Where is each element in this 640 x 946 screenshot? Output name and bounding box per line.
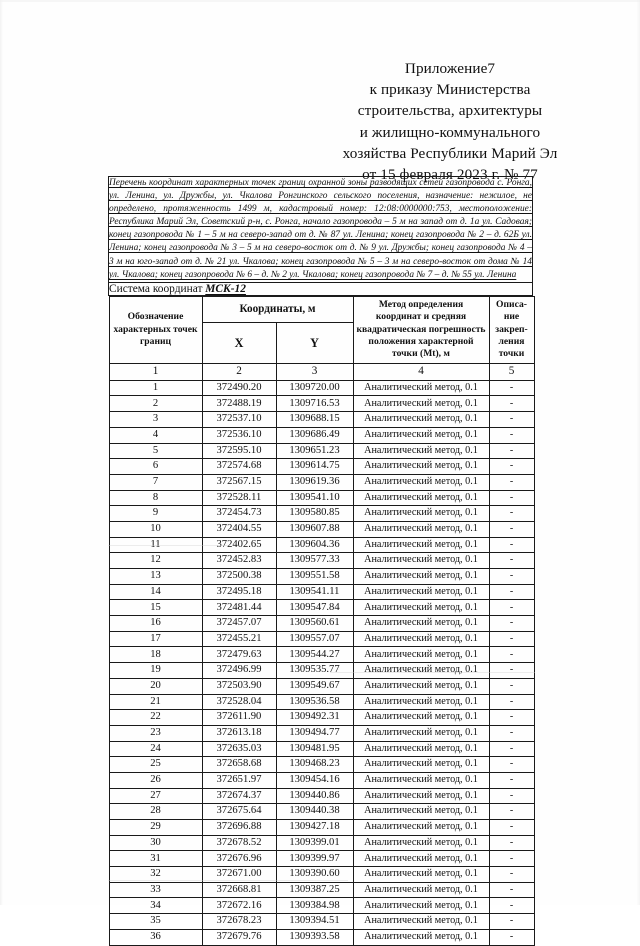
cell-y: 1309492.31 (276, 710, 353, 726)
cell-x: 372528.04 (202, 694, 276, 710)
cell-method: Аналитический метод, 0.1 (353, 553, 489, 569)
column-number-2: 2 (202, 363, 276, 380)
cell-x: 372595.10 (202, 443, 276, 459)
table-row (109, 725, 534, 741)
cell-x: 372454.73 (202, 506, 276, 522)
cell-x: 372536.10 (202, 427, 276, 443)
cell-y: 1309716.53 (276, 396, 353, 412)
cell-description: - (489, 396, 534, 412)
cell-y: 1309454.16 (276, 772, 353, 788)
cell-x: 372500.38 (202, 569, 276, 585)
cell-description: - (489, 725, 534, 741)
cell-description: - (489, 804, 534, 820)
cell-method: Аналитический метод, 0.1 (353, 867, 489, 883)
cell-description: - (489, 914, 534, 930)
cell-y: 1309580.85 (276, 506, 353, 522)
cell-y: 1309468.23 (276, 757, 353, 773)
cell-point-number: 2 (109, 396, 202, 412)
cell-description: - (489, 427, 534, 443)
cell-y: 1309688.15 (276, 412, 353, 428)
cell-x: 372455.21 (202, 631, 276, 647)
cell-description: - (489, 490, 534, 506)
cell-description: - (489, 616, 534, 632)
table-row (109, 804, 534, 820)
grid-header (109, 296, 534, 363)
cell-point-number: 32 (109, 867, 202, 883)
cell-method: Аналитический метод, 0.1 (353, 820, 489, 836)
cell-y: 1309686.49 (276, 427, 353, 443)
cell-y: 1309541.11 (276, 584, 353, 600)
cell-method: Аналитический метод, 0.1 (353, 443, 489, 459)
cell-point-number: 18 (109, 647, 202, 663)
cell-method: Аналитический метод, 0.1 (353, 710, 489, 726)
cell-y: 1309544.27 (276, 647, 353, 663)
cell-y: 1309399.01 (276, 835, 353, 851)
cell-y: 1309387.25 (276, 882, 353, 898)
scan-edge-right (636, 0, 640, 905)
cell-method: Аналитический метод, 0.1 (353, 569, 489, 585)
heading-line-5: хозяйства Республики Марий Эл (342, 144, 558, 162)
table-row (109, 521, 534, 537)
scan-edge-left (0, 0, 3, 905)
table-row (109, 757, 534, 773)
cell-method: Аналитический метод, 0.1 (353, 694, 489, 710)
cell-description: - (489, 584, 534, 600)
cell-x: 372567.15 (202, 474, 276, 490)
table-row (109, 678, 534, 694)
cell-point-number: 15 (109, 600, 202, 616)
column-number-1: 1 (109, 363, 202, 380)
table-row (109, 631, 534, 647)
cell-method: Аналитический метод, 0.1 (353, 537, 489, 553)
cell-x: 372635.03 (202, 741, 276, 757)
table-row (109, 772, 534, 788)
cell-point-number: 33 (109, 882, 202, 898)
cell-y: 1309604.36 (276, 537, 353, 553)
table-row (109, 412, 534, 428)
table-row (109, 835, 534, 851)
coordinates-grid (109, 296, 535, 946)
cell-x: 372452.83 (202, 553, 276, 569)
cell-point-number: 11 (109, 537, 202, 553)
cell-method: Аналитический метод, 0.1 (353, 616, 489, 632)
heading-line-6: от 15 февраля 2023 г. № 77 (362, 166, 538, 184)
cell-method: Аналитический метод, 0.1 (353, 521, 489, 537)
table-row (109, 710, 534, 726)
table-row (109, 569, 534, 585)
table-row (109, 584, 534, 600)
cell-y: 1309551.58 (276, 569, 353, 585)
header-y: Y (276, 322, 353, 363)
cell-point-number: 13 (109, 569, 202, 585)
cell-y: 1309619.36 (276, 474, 353, 490)
header-row-1 (109, 296, 534, 322)
cell-method: Аналитический метод, 0.1 (353, 678, 489, 694)
cell-x: 372574.68 (202, 459, 276, 475)
cell-y: 1309607.88 (276, 521, 353, 537)
cell-x: 372611.90 (202, 710, 276, 726)
cell-description: - (489, 631, 534, 647)
cell-description: - (489, 459, 534, 475)
table-row (109, 929, 534, 945)
cell-point-number: 24 (109, 741, 202, 757)
scan-edge-top (0, 0, 640, 2)
header-description: Описа- ние закреп- ления точки (489, 296, 534, 363)
cell-point-number: 16 (109, 616, 202, 632)
document-heading (300, 58, 600, 185)
cell-method: Аналитический метод, 0.1 (353, 647, 489, 663)
cell-description: - (489, 537, 534, 553)
grid-body (109, 363, 534, 945)
table-row (109, 882, 534, 898)
cell-x: 372503.90 (202, 678, 276, 694)
cell-description: - (489, 851, 534, 867)
cell-description: - (489, 600, 534, 616)
cell-y: 1309440.38 (276, 804, 353, 820)
cell-method: Аналитический метод, 0.1 (353, 725, 489, 741)
cell-method: Аналитический метод, 0.1 (353, 757, 489, 773)
cell-x: 372678.52 (202, 835, 276, 851)
cell-y: 1309614.75 (276, 459, 353, 475)
cell-x: 372479.63 (202, 647, 276, 663)
cell-y: 1309535.77 (276, 663, 353, 679)
cell-point-number: 8 (109, 490, 202, 506)
column-number-5: 5 (489, 363, 534, 380)
coordinates-document-table (108, 176, 533, 946)
cell-point-number: 4 (109, 427, 202, 443)
table-row (109, 867, 534, 883)
cell-description: - (489, 694, 534, 710)
cell-x: 372658.68 (202, 757, 276, 773)
cell-point-number: 6 (109, 459, 202, 475)
cell-method: Аналитический метод, 0.1 (353, 506, 489, 522)
heading-line-3: строительства, архитектуры (357, 102, 543, 120)
coordinate-system-label: Система координат (109, 282, 203, 295)
cell-x: 372528.11 (202, 490, 276, 506)
cell-x: 372481.44 (202, 600, 276, 616)
cell-description: - (489, 788, 534, 804)
column-number-3: 3 (276, 363, 353, 380)
table-row (109, 537, 534, 553)
cell-y: 1309481.95 (276, 741, 353, 757)
cell-point-number: 10 (109, 521, 202, 537)
cell-description: - (489, 443, 534, 459)
heading-line-4: и жилищно-коммунального (359, 123, 541, 141)
cell-point-number: 31 (109, 851, 202, 867)
cell-description: - (489, 710, 534, 726)
table-row (109, 788, 534, 804)
cell-method: Аналитический метод, 0.1 (353, 412, 489, 428)
cell-x: 372495.18 (202, 584, 276, 600)
table-row (109, 474, 534, 490)
cell-description: - (489, 882, 534, 898)
cell-description: - (489, 867, 534, 883)
heading-line-2: к приказу Министерства (369, 81, 531, 99)
cell-y: 1309399.97 (276, 851, 353, 867)
cell-point-number: 7 (109, 474, 202, 490)
table-row (109, 663, 534, 679)
cell-point-number: 26 (109, 772, 202, 788)
cell-description: - (489, 820, 534, 836)
cell-method: Аналитический метод, 0.1 (353, 474, 489, 490)
cell-point-number: 34 (109, 898, 202, 914)
cell-method: Аналитический метод, 0.1 (353, 929, 489, 945)
table-row (109, 616, 534, 632)
table-row (109, 553, 534, 569)
cell-method: Аналитический метод, 0.1 (353, 427, 489, 443)
cell-x: 372402.65 (202, 537, 276, 553)
cell-y: 1309390.60 (276, 867, 353, 883)
cell-x: 372488.19 (202, 396, 276, 412)
cell-x: 372672.16 (202, 898, 276, 914)
cell-description: - (489, 757, 534, 773)
table-row (109, 427, 534, 443)
table-row (109, 820, 534, 836)
cell-y: 1309393.58 (276, 929, 353, 945)
cell-point-number: 21 (109, 694, 202, 710)
cell-point-number: 25 (109, 757, 202, 773)
cell-point-number: 17 (109, 631, 202, 647)
cell-method: Аналитический метод, 0.1 (353, 804, 489, 820)
cell-x: 372537.10 (202, 412, 276, 428)
cell-description: - (489, 741, 534, 757)
cell-point-number: 22 (109, 710, 202, 726)
cell-description: - (489, 898, 534, 914)
cell-description: - (489, 835, 534, 851)
cell-y: 1309427.18 (276, 820, 353, 836)
cell-description: - (489, 474, 534, 490)
table-row (109, 600, 534, 616)
cell-point-number: 9 (109, 506, 202, 522)
cell-method: Аналитический метод, 0.1 (353, 490, 489, 506)
coordinate-system-value: МСК-12 (205, 282, 246, 295)
cell-point-number: 5 (109, 443, 202, 459)
cell-x: 372679.76 (202, 929, 276, 945)
table-row (109, 380, 534, 396)
cell-x: 372674.37 (202, 788, 276, 804)
table-row (109, 490, 534, 506)
cell-x: 372675.64 (202, 804, 276, 820)
cell-x: 372651.97 (202, 772, 276, 788)
cell-y: 1309547.84 (276, 600, 353, 616)
cell-description: - (489, 663, 534, 679)
header-x: X (202, 322, 276, 363)
cell-x: 372668.81 (202, 882, 276, 898)
cell-point-number: 19 (109, 663, 202, 679)
cell-point-number: 28 (109, 804, 202, 820)
cell-description: - (489, 647, 534, 663)
intro-cell (109, 177, 533, 283)
column-number-4: 4 (353, 363, 489, 380)
cell-point-number: 12 (109, 553, 202, 569)
cell-method: Аналитический метод, 0.1 (353, 835, 489, 851)
cell-point-number: 27 (109, 788, 202, 804)
table-row (109, 647, 534, 663)
cell-method: Аналитический метод, 0.1 (353, 882, 489, 898)
cell-method: Аналитический метод, 0.1 (353, 631, 489, 647)
coordinate-system-row (109, 282, 533, 295)
cell-x: 372496.99 (202, 663, 276, 679)
cell-method: Аналитический метод, 0.1 (353, 914, 489, 930)
cell-method: Аналитический метод, 0.1 (353, 380, 489, 396)
cell-x: 372404.55 (202, 521, 276, 537)
table-row (109, 459, 534, 475)
cell-description: - (489, 506, 534, 522)
table-row (109, 443, 534, 459)
cell-y: 1309549.67 (276, 678, 353, 694)
cell-point-number: 29 (109, 820, 202, 836)
cell-x: 372457.07 (202, 616, 276, 632)
cell-y: 1309557.07 (276, 631, 353, 647)
cell-point-number: 1 (109, 380, 202, 396)
header-point-designation: Обозначение характерных точек границ (109, 296, 202, 363)
table-row (109, 851, 534, 867)
cell-method: Аналитический метод, 0.1 (353, 459, 489, 475)
cell-method: Аналитический метод, 0.1 (353, 741, 489, 757)
cell-point-number: 30 (109, 835, 202, 851)
table-row (109, 741, 534, 757)
cell-x: 372696.88 (202, 820, 276, 836)
header-method: Метод определения координат и средняя квадратическая погрешность положения характерной точки (Мt), м (353, 296, 489, 363)
cell-y: 1309560.61 (276, 616, 353, 632)
cell-method: Аналитический метод, 0.1 (353, 663, 489, 679)
intro-paragraph: Перечень координат характерных точек границ охранной зоны разводящих сетей газопровода с. Ронга, ул. Ленина, ул. Дружбы, ул. Чкалова Ронгинского сельского поселения, назначение: нежилое, не определено, протяженность 1499 м, кадастровый номер: 12:08:0000000:753, местоположение: Республика Марий Эл, Советский р-н, с. Ронга, начало газопровода – 5 м на запад от д. 1а ул. Садовая; конец газопровода № 1 – 5 м на северо-запад от д. № 87 ул. Ленина; конец газопровода № 2 – д. 62Б ул. Ленина; конец газопровода № 3 – 5 м на северо-восток от д. № 9 ул. Дружбы; конец газопровода № 4 – 3 м на юго-запад от д. № 21 ул. Чкалова; конец газопровода № 5 – 3 м на северо-восток от дома № 14 ул. Чкалова; конец газопровода № 6 – д. № 2 ул. Чкалова; конец газопровода № 7 – д. № 55 ул. Ленина (109, 178, 532, 280)
table-row (109, 914, 534, 930)
cell-y: 1309651.23 (276, 443, 353, 459)
cell-point-number: 35 (109, 914, 202, 930)
cell-point-number: 14 (109, 584, 202, 600)
cell-description: - (489, 569, 534, 585)
cell-method: Аналитический метод, 0.1 (353, 772, 489, 788)
header-coordinates-group: Координаты, м (202, 296, 353, 322)
cell-y: 1309577.33 (276, 553, 353, 569)
cell-description: - (489, 380, 534, 396)
grid-container-cell (109, 295, 533, 945)
cell-y: 1309541.10 (276, 490, 353, 506)
cell-x: 372613.18 (202, 725, 276, 741)
cell-point-number: 23 (109, 725, 202, 741)
cell-y: 1309384.98 (276, 898, 353, 914)
cell-y: 1309494.77 (276, 725, 353, 741)
table-row (109, 898, 534, 914)
cell-x: 372678.23 (202, 914, 276, 930)
intro-row (109, 177, 533, 283)
cell-description: - (489, 772, 534, 788)
cell-y: 1309536.58 (276, 694, 353, 710)
column-number-row (109, 363, 534, 380)
coordinate-system-cell (109, 282, 533, 295)
cell-point-number: 36 (109, 929, 202, 945)
cell-description: - (489, 521, 534, 537)
cell-method: Аналитический метод, 0.1 (353, 396, 489, 412)
cell-method: Аналитический метод, 0.1 (353, 851, 489, 867)
table-row (109, 506, 534, 522)
cell-description: - (489, 678, 534, 694)
table-row (109, 396, 534, 412)
cell-description: - (489, 929, 534, 945)
grid-container-row (109, 295, 533, 945)
cell-method: Аналитический метод, 0.1 (353, 788, 489, 804)
cell-y: 1309394.51 (276, 914, 353, 930)
cell-x: 372676.96 (202, 851, 276, 867)
cell-method: Аналитический метод, 0.1 (353, 600, 489, 616)
cell-description: - (489, 553, 534, 569)
cell-description: - (489, 412, 534, 428)
cell-point-number: 20 (109, 678, 202, 694)
cell-method: Аналитический метод, 0.1 (353, 584, 489, 600)
table-row (109, 694, 534, 710)
heading-line-1: Приложение7 (404, 60, 496, 77)
cell-y: 1309440.86 (276, 788, 353, 804)
cell-y: 1309720.00 (276, 380, 353, 396)
cell-x: 372671.00 (202, 867, 276, 883)
cell-method: Аналитический метод, 0.1 (353, 898, 489, 914)
cell-x: 372490.20 (202, 380, 276, 396)
cell-point-number: 3 (109, 412, 202, 428)
